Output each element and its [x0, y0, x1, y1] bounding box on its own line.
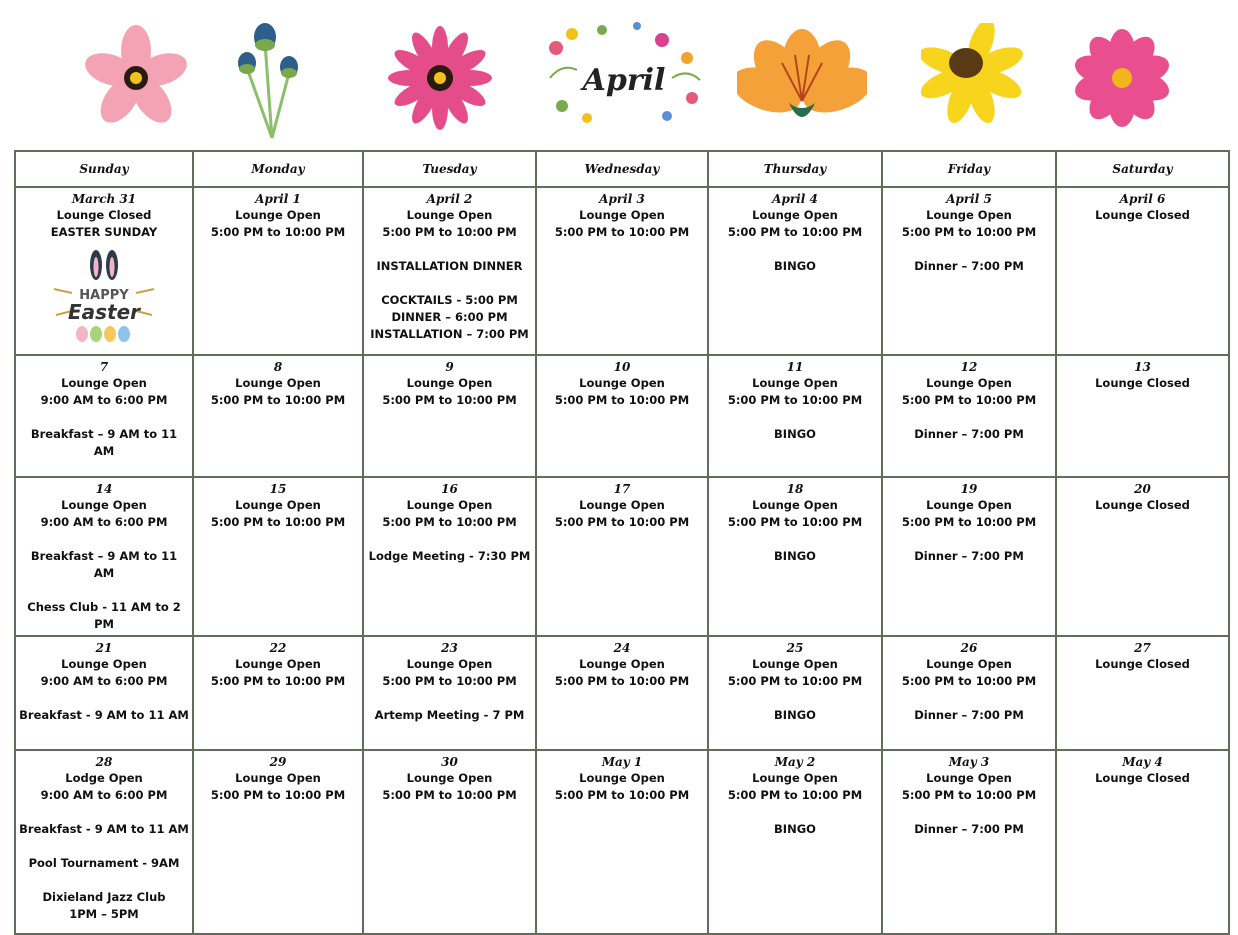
- day-number: 20: [1134, 482, 1151, 496]
- event-line: Lounge Open: [235, 208, 321, 222]
- day-cell: [536, 636, 708, 750]
- event-line: 1PM – 5PM: [69, 907, 139, 921]
- event-line: Lounge Open: [579, 771, 665, 785]
- easter-text: Easter: [67, 300, 141, 324]
- spacer: [886, 531, 1052, 548]
- event-line: Lounge Open: [752, 771, 838, 785]
- day-number: 24: [613, 641, 631, 655]
- spacer: [886, 804, 1052, 821]
- day-number: 12: [960, 360, 978, 374]
- event-line: Lounge Open: [406, 208, 493, 222]
- calendar-table: [14, 150, 1230, 935]
- event-line: Pool Tournament - 9AM: [28, 856, 180, 870]
- week-row: [15, 750, 1229, 934]
- week-row: [15, 477, 1229, 636]
- weekday-header-row: [15, 151, 1229, 187]
- day-cell: [363, 636, 536, 750]
- spacer: [712, 804, 878, 821]
- day-number: April 4: [772, 192, 818, 206]
- weekday-header: Sunday: [15, 151, 193, 187]
- event-line: Artemp Meeting - 7 PM: [374, 708, 525, 722]
- day-number: 15: [269, 482, 287, 496]
- event-line: Lounge Open: [752, 657, 838, 671]
- day-number: 10: [613, 360, 631, 374]
- event-line: Lounge Open: [579, 208, 665, 222]
- spacer: [712, 409, 878, 426]
- event-line: Lounge Open: [926, 498, 1012, 512]
- event-line: 9:00 AM to 6:00 PM: [40, 788, 168, 802]
- day-cell: [708, 477, 882, 636]
- event-line: EASTER SUNDAY: [50, 225, 158, 239]
- event-line: 5:00 PM to 10:00 PM: [901, 788, 1037, 802]
- day-number: 28: [95, 755, 113, 769]
- day-cell: [882, 355, 1056, 477]
- day-number: 7: [99, 360, 109, 374]
- event-line: 5:00 PM to 10:00 PM: [554, 225, 690, 239]
- event-line: Lounge Open: [579, 498, 665, 512]
- event-line: Lounge Open: [926, 657, 1012, 671]
- event-line: Lounge Open: [752, 376, 838, 390]
- week-row: [15, 187, 1229, 355]
- day-number: 26: [960, 641, 978, 655]
- day-number: 13: [1134, 360, 1151, 374]
- event-line: Lounge Open: [752, 208, 838, 222]
- spacer: [19, 531, 189, 548]
- event-line: 5:00 PM to 10:00 PM: [210, 515, 346, 529]
- week-row: [15, 636, 1229, 750]
- event-line: Lounge Open: [926, 208, 1012, 222]
- event-line: 5:00 PM to 10:00 PM: [210, 225, 346, 239]
- event-line: Lounge Open: [579, 657, 665, 671]
- day-cell: [536, 477, 708, 636]
- event-line: Lounge Closed: [56, 208, 152, 222]
- event-line: BINGO: [774, 708, 816, 722]
- event-line: COCKTAILS - 5:00 PM: [381, 293, 518, 307]
- day-cell: [536, 355, 708, 477]
- event-line: BINGO: [774, 427, 816, 441]
- event-line: Lounge Open: [61, 376, 147, 390]
- day-cell: [1056, 636, 1229, 750]
- event-line: Lounge Open: [61, 498, 147, 512]
- day-cell: [536, 750, 708, 934]
- event-line: BINGO: [774, 549, 816, 563]
- april-title: April: [582, 63, 666, 98]
- day-cell: [363, 187, 536, 355]
- event-line: Lounge Closed: [1095, 376, 1190, 390]
- event-line: 9:00 AM to 6:00 PM: [40, 515, 168, 529]
- day-cell: [882, 636, 1056, 750]
- event-line: Dixieland Jazz Club: [42, 890, 166, 904]
- day-cell: [15, 187, 193, 355]
- spacer: [367, 531, 532, 548]
- happy-easter-icon: [44, 249, 164, 345]
- event-line: 5:00 PM to 10:00 PM: [382, 674, 517, 688]
- day-number: 16: [441, 482, 458, 496]
- weekday-header: Monday: [193, 151, 363, 187]
- day-cell: [363, 750, 536, 934]
- event-line: Lounge Open: [235, 771, 321, 785]
- event-line: DINNER – 6:00 PM: [391, 310, 508, 324]
- event-line: 5:00 PM to 10:00 PM: [382, 225, 517, 239]
- weekday-header: Tuesday: [363, 151, 536, 187]
- blue-buds-icon: [192, 8, 352, 148]
- day-number: 27: [1134, 641, 1151, 655]
- event-line: Lounge Open: [235, 498, 321, 512]
- event-line: 5:00 PM to 10:00 PM: [210, 674, 346, 688]
- day-cell: [882, 477, 1056, 636]
- day-number: April 1: [255, 192, 301, 206]
- spacer: [19, 838, 189, 855]
- event-line: Lounge Closed: [1095, 771, 1190, 785]
- day-number: 22: [269, 641, 287, 655]
- event-line: 5:00 PM to 10:00 PM: [901, 225, 1037, 239]
- event-line: Lounge Open: [579, 376, 665, 390]
- event-line: Lounge Closed: [1095, 657, 1190, 671]
- day-cell: [1056, 477, 1229, 636]
- day-number: May 3: [948, 755, 990, 769]
- event-line: Dinner – 7:00 PM: [914, 259, 1024, 273]
- event-line: Breakfast - 9 AM to 11 AM: [19, 708, 189, 722]
- event-line: 5:00 PM to 10:00 PM: [210, 393, 346, 407]
- event-line: Breakfast – 9 AM to 11 AM: [30, 427, 178, 458]
- spacer: [886, 241, 1052, 258]
- day-cell: [882, 750, 1056, 934]
- day-number: 14: [95, 482, 113, 496]
- event-line: Lounge Open: [235, 376, 321, 390]
- event-line: Lounge Open: [235, 657, 321, 671]
- orange-lily-icon: [722, 8, 882, 148]
- easter-happy-text: HAPPY: [79, 288, 129, 303]
- weekday-header: Wednesday: [536, 151, 708, 187]
- day-cell: [708, 355, 882, 477]
- day-cell: [536, 187, 708, 355]
- day-cell: [708, 187, 882, 355]
- day-cell: [193, 636, 363, 750]
- event-line: 5:00 PM to 10:00 PM: [554, 674, 690, 688]
- event-line: 5:00 PM to 10:00 PM: [901, 674, 1037, 688]
- day-cell: [363, 477, 536, 636]
- event-line: 9:00 AM to 6:00 PM: [40, 674, 168, 688]
- day-number: 19: [960, 482, 978, 496]
- event-line: Breakfast - 9 AM to 11 AM: [19, 822, 189, 836]
- day-number: 8: [273, 360, 283, 374]
- spacer: [367, 241, 532, 258]
- event-line: 5:00 PM to 10:00 PM: [901, 393, 1037, 407]
- day-number: 11: [786, 360, 804, 374]
- event-line: Lounge Open: [406, 376, 493, 390]
- event-line: Lounge Closed: [1095, 498, 1190, 512]
- event-line: Dinner – 7:00 PM: [914, 427, 1024, 441]
- event-line: Lounge Open: [926, 376, 1012, 390]
- day-cell: [708, 750, 882, 934]
- spacer: [19, 409, 189, 426]
- day-number: 21: [95, 641, 113, 655]
- event-line: 5:00 PM to 10:00 PM: [554, 515, 690, 529]
- day-number: 9: [445, 360, 454, 374]
- day-number: March 31: [71, 192, 137, 206]
- event-line: Lounge Open: [61, 657, 147, 671]
- day-cell: [193, 477, 363, 636]
- event-line: 5:00 PM to 10:00 PM: [727, 515, 863, 529]
- event-line: 5:00 PM to 10:00 PM: [210, 788, 346, 802]
- day-cell: [1056, 187, 1229, 355]
- event-line: Dinner – 7:00 PM: [914, 549, 1024, 563]
- event-line: Breakfast – 9 AM to 11 AM: [30, 549, 178, 580]
- spacer: [886, 690, 1052, 707]
- event-line: 5:00 PM to 10:00 PM: [382, 393, 517, 407]
- day-number: 18: [786, 482, 804, 496]
- event-line: 5:00 PM to 10:00 PM: [382, 788, 517, 802]
- event-line: INSTALLATION DINNER: [376, 259, 523, 273]
- event-line: Lodge Meeting - 7:30 PM: [368, 549, 531, 563]
- day-number: 23: [441, 641, 458, 655]
- event-line: Lodge Open: [65, 771, 143, 785]
- day-number: April 3: [599, 192, 645, 206]
- day-cell: [15, 477, 193, 636]
- day-cell: [882, 187, 1056, 355]
- event-line: 5:00 PM to 10:00 PM: [901, 515, 1037, 529]
- day-cell: [193, 187, 363, 355]
- day-number: 17: [613, 482, 631, 496]
- event-line: 9:00 AM to 6:00 PM: [40, 393, 168, 407]
- event-line: Lounge Open: [406, 498, 493, 512]
- day-cell: [1056, 750, 1229, 934]
- event-line: BINGO: [774, 259, 816, 273]
- day-number: 30: [441, 755, 458, 769]
- day-cell: [15, 750, 193, 934]
- event-line: Lounge Open: [406, 657, 493, 671]
- event-line: 5:00 PM to 10:00 PM: [727, 674, 863, 688]
- spacer: [19, 872, 189, 889]
- week-row: [15, 355, 1229, 477]
- weekday-header: Saturday: [1056, 151, 1229, 187]
- spacer: [367, 275, 532, 292]
- day-number: 25: [786, 641, 804, 655]
- spacer: [886, 409, 1052, 426]
- event-line: Dinner – 7:00 PM: [914, 708, 1024, 722]
- spacer: [712, 690, 878, 707]
- event-line: 5:00 PM to 10:00 PM: [727, 393, 863, 407]
- flower-banner: [0, 0, 1238, 150]
- day-cell: [193, 355, 363, 477]
- event-line: 5:00 PM to 10:00 PM: [727, 225, 863, 239]
- spacer: [19, 804, 189, 821]
- event-line: 5:00 PM to 10:00 PM: [382, 515, 517, 529]
- weekday-header: Friday: [882, 151, 1056, 187]
- day-cell: [708, 636, 882, 750]
- day-number: 29: [269, 755, 287, 769]
- event-line: INSTALLATION – 7:00 PM: [370, 327, 529, 341]
- magenta-daisy-icon: [360, 8, 520, 148]
- pink-cosmos-icon: [1042, 8, 1202, 148]
- event-line: 5:00 PM to 10:00 PM: [554, 788, 690, 802]
- day-cell: [15, 355, 193, 477]
- event-line: Lounge Closed: [1095, 208, 1190, 222]
- day-cell: [193, 750, 363, 934]
- day-number: May 2: [774, 755, 816, 769]
- event-line: 5:00 PM to 10:00 PM: [554, 393, 690, 407]
- event-line: Lounge Open: [752, 498, 838, 512]
- day-number: April 6: [1119, 192, 1166, 206]
- spacer: [712, 531, 878, 548]
- spacer: [19, 690, 189, 707]
- event-line: Chess Club - 11 AM to 2 PM: [27, 600, 181, 631]
- day-number: May 1: [601, 755, 643, 769]
- day-number: April 2: [426, 192, 473, 206]
- event-line: Lounge Open: [406, 771, 493, 785]
- event-line: 5:00 PM to 10:00 PM: [727, 788, 863, 802]
- april-wreath-icon: [542, 8, 706, 148]
- event-line: Dinner – 7:00 PM: [914, 822, 1024, 836]
- weekday-header: Thursday: [708, 151, 882, 187]
- day-cell: [1056, 355, 1229, 477]
- spacer: [19, 582, 189, 599]
- event-line: Lounge Open: [926, 771, 1012, 785]
- spacer: [367, 690, 532, 707]
- day-cell: [363, 355, 536, 477]
- event-line: BINGO: [774, 822, 816, 836]
- day-number: April 5: [946, 192, 992, 206]
- day-cell: [15, 636, 193, 750]
- spacer: [712, 241, 878, 258]
- day-number: May 4: [1122, 755, 1163, 769]
- yellow-coneflower-icon: [896, 8, 1056, 148]
